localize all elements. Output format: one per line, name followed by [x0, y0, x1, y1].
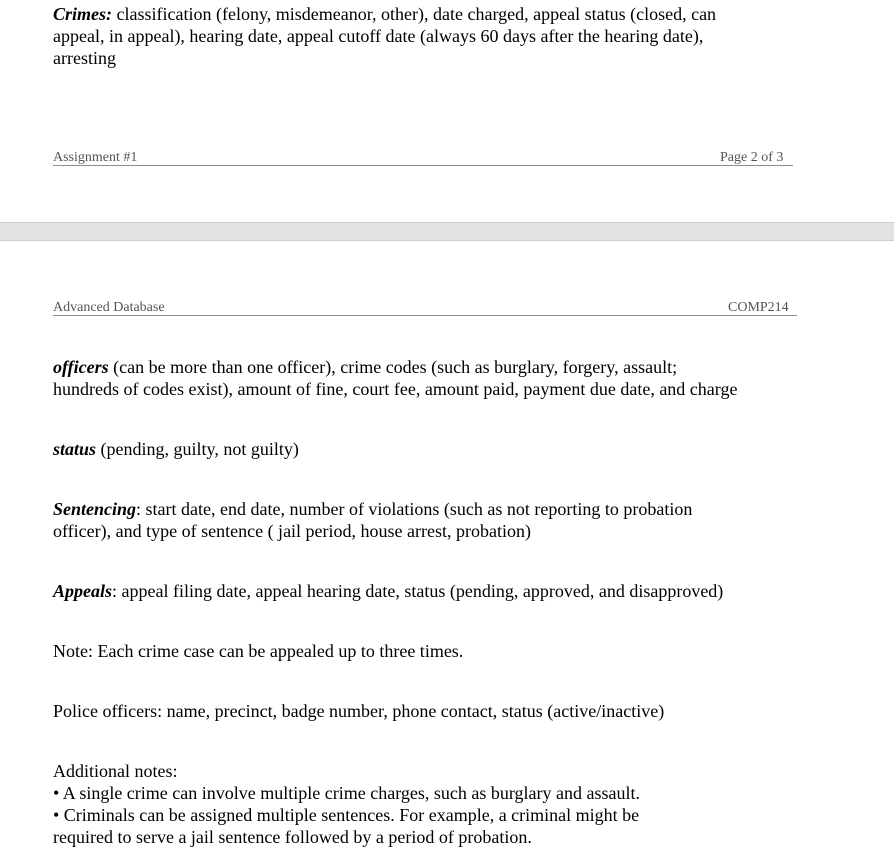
- page-break-gap: [0, 222, 894, 241]
- header-right: COMP214: [728, 300, 789, 315]
- officers-line-1: (can be more than one officer), crime codes (such as burglary, forgery, assault;: [108, 357, 678, 377]
- officers-lead: officers: [53, 357, 109, 377]
- appeals-text: : appeal filing date, appeal hearing date, status (pending, approved, and disapproved): [112, 581, 724, 601]
- crimes-line-2: appeal, in appeal), hearing date, appeal cutoff date (always 60 days after the hearing date),: [53, 26, 704, 46]
- appeals-paragraph: [53, 580, 723, 602]
- additional-note-bullet-2: • Criminals can be assigned multiple sentences. For example, a criminal might be: [53, 805, 640, 825]
- status-lead: status: [53, 439, 97, 459]
- footer-rule: [53, 165, 793, 166]
- sentencing-lead: Sentencing: [53, 499, 137, 519]
- police-officers-paragraph: Police officers: name, precinct, badge number, phone contact, status (active/inactive): [53, 701, 665, 721]
- sentencing-paragraph: [53, 498, 692, 542]
- document-page-2: [0, 241, 894, 850]
- crimes-lead: Crimes:: [53, 4, 113, 24]
- crimes-paragraph: [53, 3, 716, 69]
- officers-line-2: hundreds of codes exist), amount of fine, court fee, amount paid, payment due date, and charge: [53, 379, 738, 399]
- officers-paragraph: [53, 356, 737, 400]
- footer-page-number: Page 2 of 3: [720, 150, 784, 165]
- note-paragraph: Note: Each crime case can be appealed up to three times.: [53, 641, 464, 661]
- additional-notes-title: Additional notes:: [53, 761, 178, 781]
- status-text: (pending, guilty, not guilty): [96, 439, 299, 459]
- crimes-line-3: arresting: [53, 48, 116, 68]
- additional-note-bullet-2-continued: required to serve a jail sentence followed by a period of probation.: [53, 827, 532, 847]
- header-rule: [53, 315, 797, 316]
- appeals-lead: Appeals: [53, 581, 113, 601]
- header-left: Advanced Database: [53, 300, 165, 315]
- crimes-line-1: classification (felony, misdemeanor, other), date charged, appeal status (closed, can: [112, 4, 717, 24]
- document-page-1: [0, 0, 894, 222]
- footer-left: Assignment #1: [53, 150, 138, 165]
- sentencing-line-1: : start date, end date, number of violations (such as not reporting to probation: [136, 499, 693, 519]
- additional-note-bullet-1: • A single crime can involve multiple crime charges, such as burglary and assault.: [53, 783, 640, 803]
- sentencing-line-2: officer), and type of sentence ( jail period, house arrest, probation): [53, 521, 531, 541]
- additional-notes-paragraph: [53, 760, 640, 848]
- status-paragraph: [53, 438, 299, 460]
